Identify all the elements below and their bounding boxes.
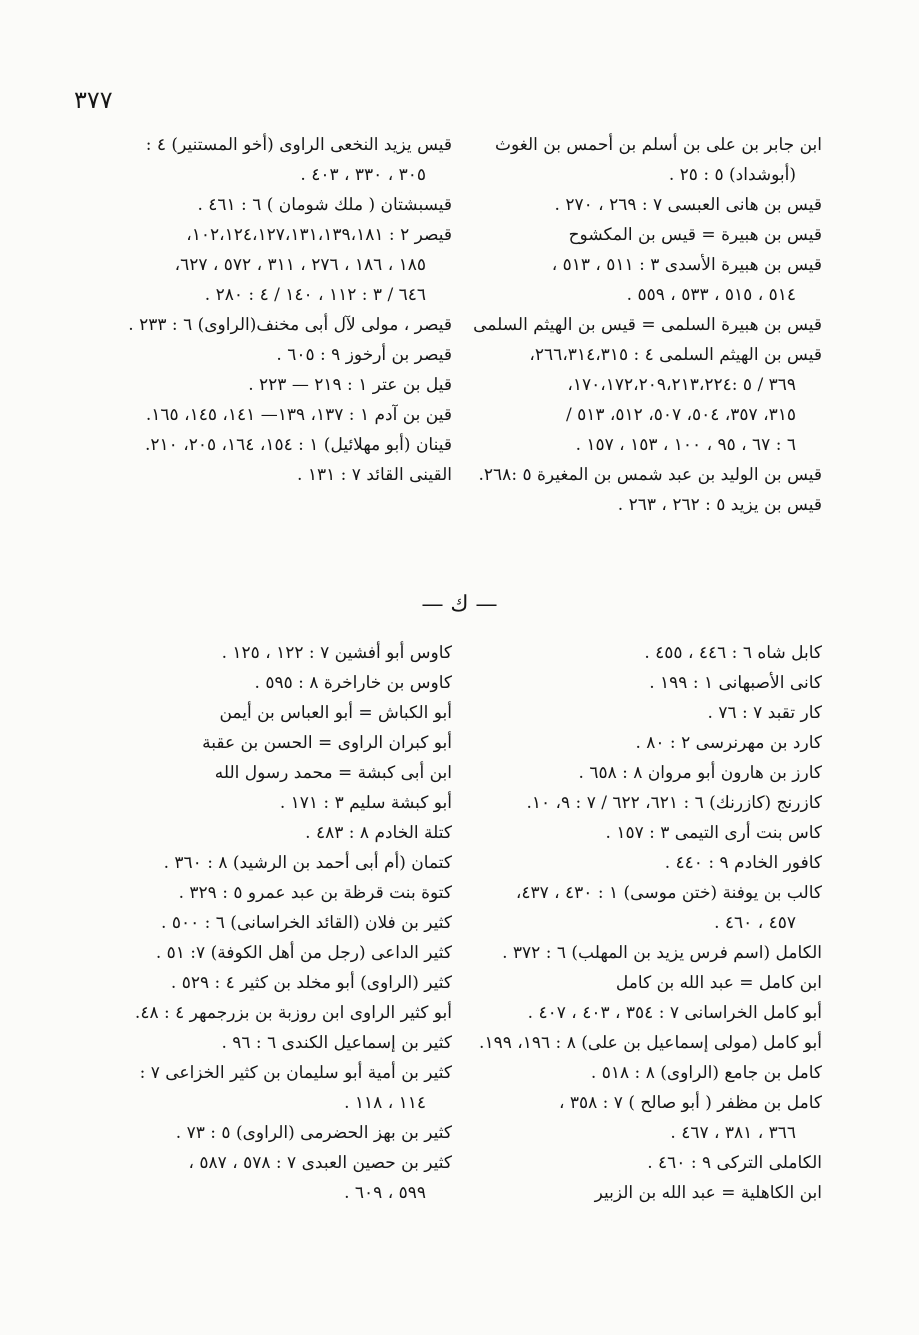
index-entry: قيل بن عتر ١ : ٢١٩ — ٢٢٣ . xyxy=(248,375,452,395)
index-entry: ٥٩٩ ، ٦٠٩ . xyxy=(344,1183,426,1203)
index-entry: ٦٤٦ / ٣ : ١١٢ ، ١٤٠ / ٤ : ٢٨٠ . xyxy=(204,285,426,305)
index-entry: القينى القائد ٧ : ١٣١ . xyxy=(297,465,452,485)
page-number: ٣٧٧ xyxy=(74,86,113,114)
index-entry: قين بن آدم ١ : ١٣٧، ١٣٩— ١٤١، ١٤٥، ١٦٥. xyxy=(145,405,452,425)
index-entry: ابن كامل = عبد الله بن كامل xyxy=(615,973,822,993)
index-entry: كثير بن أمية أبو سليمان بن كثير الخزاعى ٧ : xyxy=(139,1063,452,1083)
index-entry: أبو كامل (مولى إسماعيل بن على) ٨ : ١٩٦، ١٩٩. xyxy=(479,1033,822,1053)
index-entry: كثير بن حصين العبدى ٧ : ٥٧٨ ، ٥٨٧ ، xyxy=(188,1153,452,1173)
index-entry: كتمان (أم أبى أحمد بن الرشيد) ٨ : ٣٦٠ . xyxy=(163,853,452,873)
index-entry: كثير بن بهز الحضرمى (الراوى) ٥ : ٧٣ . xyxy=(175,1123,452,1143)
index-entry: الكامل (اسم فرس يزيد بن المهلب) ٦ : ٣٧٢ . xyxy=(502,943,822,963)
index-entry: ٣٠٥ ، ٣٣٠ ، ٤٠٣ . xyxy=(300,165,426,185)
index-entry: كاوس أبو أفشين ٧ : ١٢٢ ، ١٢٥ . xyxy=(221,643,452,663)
index-entry: قيس بن الهيثم السلمى ٤ : ٢٦٦،٣١٤،٣١٥، xyxy=(529,345,822,365)
index-entry: ١٨٥ ، ١٨٦ ، ٢٧٦ ، ٣١١ ، ٥٧٢ ، ٦٢٧، xyxy=(174,255,426,275)
index-entry: كانى الأصبهانى ١ : ١٩٩ . xyxy=(649,673,822,693)
index-entry: كامل بن مظفر ( أبو صالح ) ٧ : ٣٥٨ ، xyxy=(558,1093,822,1113)
index-entry: قيصر بن أرخوز ٩ : ٦٠٥ . xyxy=(276,345,452,365)
index-entry: كتلة الخادم ٨ : ٤٨٣ . xyxy=(305,823,452,843)
index-column-left-top xyxy=(72,130,452,490)
index-entry: أبو كبشة سليم ٣ : ١٧١ . xyxy=(279,793,452,813)
index-entry: الكاملى التركى ٩ : ٤٦٠ . xyxy=(647,1153,822,1173)
index-entry: كاس بنت أرى التيمى ٣ : ١٥٧ . xyxy=(605,823,822,843)
index-entry: كافور الخادم ٩ : ٤٤٠ . xyxy=(664,853,822,873)
index-entry: كازرنج (كازرنك) ٦ : ٦٢١، ٦٢٢ / ٧ : ٩، ١٠. xyxy=(526,793,822,813)
index-entry: ابن الكاهلية = عبد الله بن الزبير xyxy=(594,1183,822,1203)
index-entry: كثير الداعى (رجل من أهل الكوفة) ٧: ٥١ . xyxy=(155,943,452,963)
index-entry: كثير (الراوى) أبو مخلد بن كثير ٤ : ٥٢٩ . xyxy=(170,973,452,993)
index-column-right-top xyxy=(473,130,822,520)
index-entry: ٥١٤ ، ٥١٥ ، ٥٣٣ ، ٥٥٩ . xyxy=(626,285,796,305)
index-entry: ٤٥٧ ، ٤٦٠ . xyxy=(714,913,796,933)
index-entry: قيسبشتان ( ملك شومان ) ٦ : ٤٦١ . xyxy=(197,195,452,215)
index-entry: ابن أبى كبشة = محمد رسول الله xyxy=(214,763,452,783)
index-entry: قينان (أبو مهلائيل) ١ : ١٥٤، ١٦٤، ٢٠٥، ٢١٠. xyxy=(145,435,452,455)
index-entry: ٣١٥، ٣٥٧، ٥٠٤، ٥٠٧، ٥١٢، ٥١٣ / xyxy=(565,405,796,425)
section-heading-kaf: — ك — xyxy=(421,592,498,617)
index-entry: قيصر ، مولى لآل أبى مخنف(الراوى) ٦ : ٢٣٣ . xyxy=(128,315,452,335)
index-entry: أبو الكباش = أبو العباس بن أيمن xyxy=(219,703,452,723)
index-entry: كالب بن يوفنة (ختن موسى) ١ : ٤٣٠ ، ٤٣٧، xyxy=(515,883,822,903)
index-entry: ٦ : ٦٧ ، ٩٥ ، ١٠٠ ، ١٥٣ ، ١٥٧ . xyxy=(575,435,796,455)
index-entry: كابل شاه ٦ : ٤٤٦ ، ٤٥٥ . xyxy=(644,643,822,663)
index-entry: قيس بن هبيرة = قيس بن المكشوح xyxy=(568,225,822,245)
index-entry: قيس بن الوليد بن عبد شمس بن المغيرة ٥ :٢٦٨. xyxy=(478,465,822,485)
index-entry: كثير بن فلان (القائد الخراسانى) ٦ : ٥٠٠ . xyxy=(161,913,452,933)
index-entry: قيس بن يزيد ٥ : ٢٦٢ ، ٢٦٣ . xyxy=(617,495,822,515)
index-entry: قيس بن هبيرة الأسدى ٣ : ٥١١ ، ٥١٣ ، xyxy=(551,255,822,275)
index-entry: كاوس بن خاراخرة ٨ : ٥٩٥ . xyxy=(254,673,452,693)
index-column-right-bottom xyxy=(479,638,822,1208)
index-entry: قيصر ٢ : ١٠٢،١٢٤،١٢٧،١٣١،١٣٩،١٨١، xyxy=(186,225,452,245)
index-entry: ٣٦٩ / ٥ :١٧٠،١٧٢،٢٠٩،٢١٣،٢٢٤، xyxy=(567,375,796,395)
index-entry: كار تقبد ٧ : ٧٦ . xyxy=(707,703,822,723)
index-entry: ١١٤ ، ١١٨ . xyxy=(344,1093,426,1113)
index-entry: كامل بن جامع (الراوى) ٨ : ٥١٨ . xyxy=(590,1063,822,1083)
index-entry: كثير بن إسماعيل الكندى ٦ : ٩٦ . xyxy=(221,1033,452,1053)
index-entry: كارز بن هارون أبو مروان ٨ : ٦٥٨ . xyxy=(578,763,822,783)
index-entry: قيس بن هبيرة السلمى = قيس بن الهيثم السلمى xyxy=(473,315,822,335)
index-entry: كتوة بنت قرظة بن عبد عمرو ٥ : ٣٢٩ . xyxy=(178,883,452,903)
index-entry: قيس بن هانى العبسى ٧ : ٢٦٩ ، ٢٧٠ . xyxy=(554,195,822,215)
index-entry: قيس يزيد النخعى الراوى (أخو المستنير) ٤ : xyxy=(145,135,452,155)
index-entry: أبو كبران الراوى = الحسن بن عقبة xyxy=(202,733,452,753)
index-entry: أبو كامل الخراسانى ٧ : ٣٥٤ ، ٤٠٣ ، ٤٠٧ . xyxy=(527,1003,822,1023)
index-entry: (أبوشداد) ٥ : ٢٥ . xyxy=(668,165,796,185)
index-entry: أبو كثير الراوى ابن روزبة بن بزرجمهر ٤ : ٤٨. xyxy=(134,1003,452,1023)
index-column-left-bottom xyxy=(72,638,452,1208)
index-entry: ابن جابر بن على بن أسلم بن أحمس بن الغوث xyxy=(495,135,822,155)
index-entry: ٣٦٦ ، ٣٨١ ، ٤٦٧ . xyxy=(670,1123,796,1143)
index-entry: كارد بن مهرنرسى ٢ : ٨٠ . xyxy=(635,733,822,753)
